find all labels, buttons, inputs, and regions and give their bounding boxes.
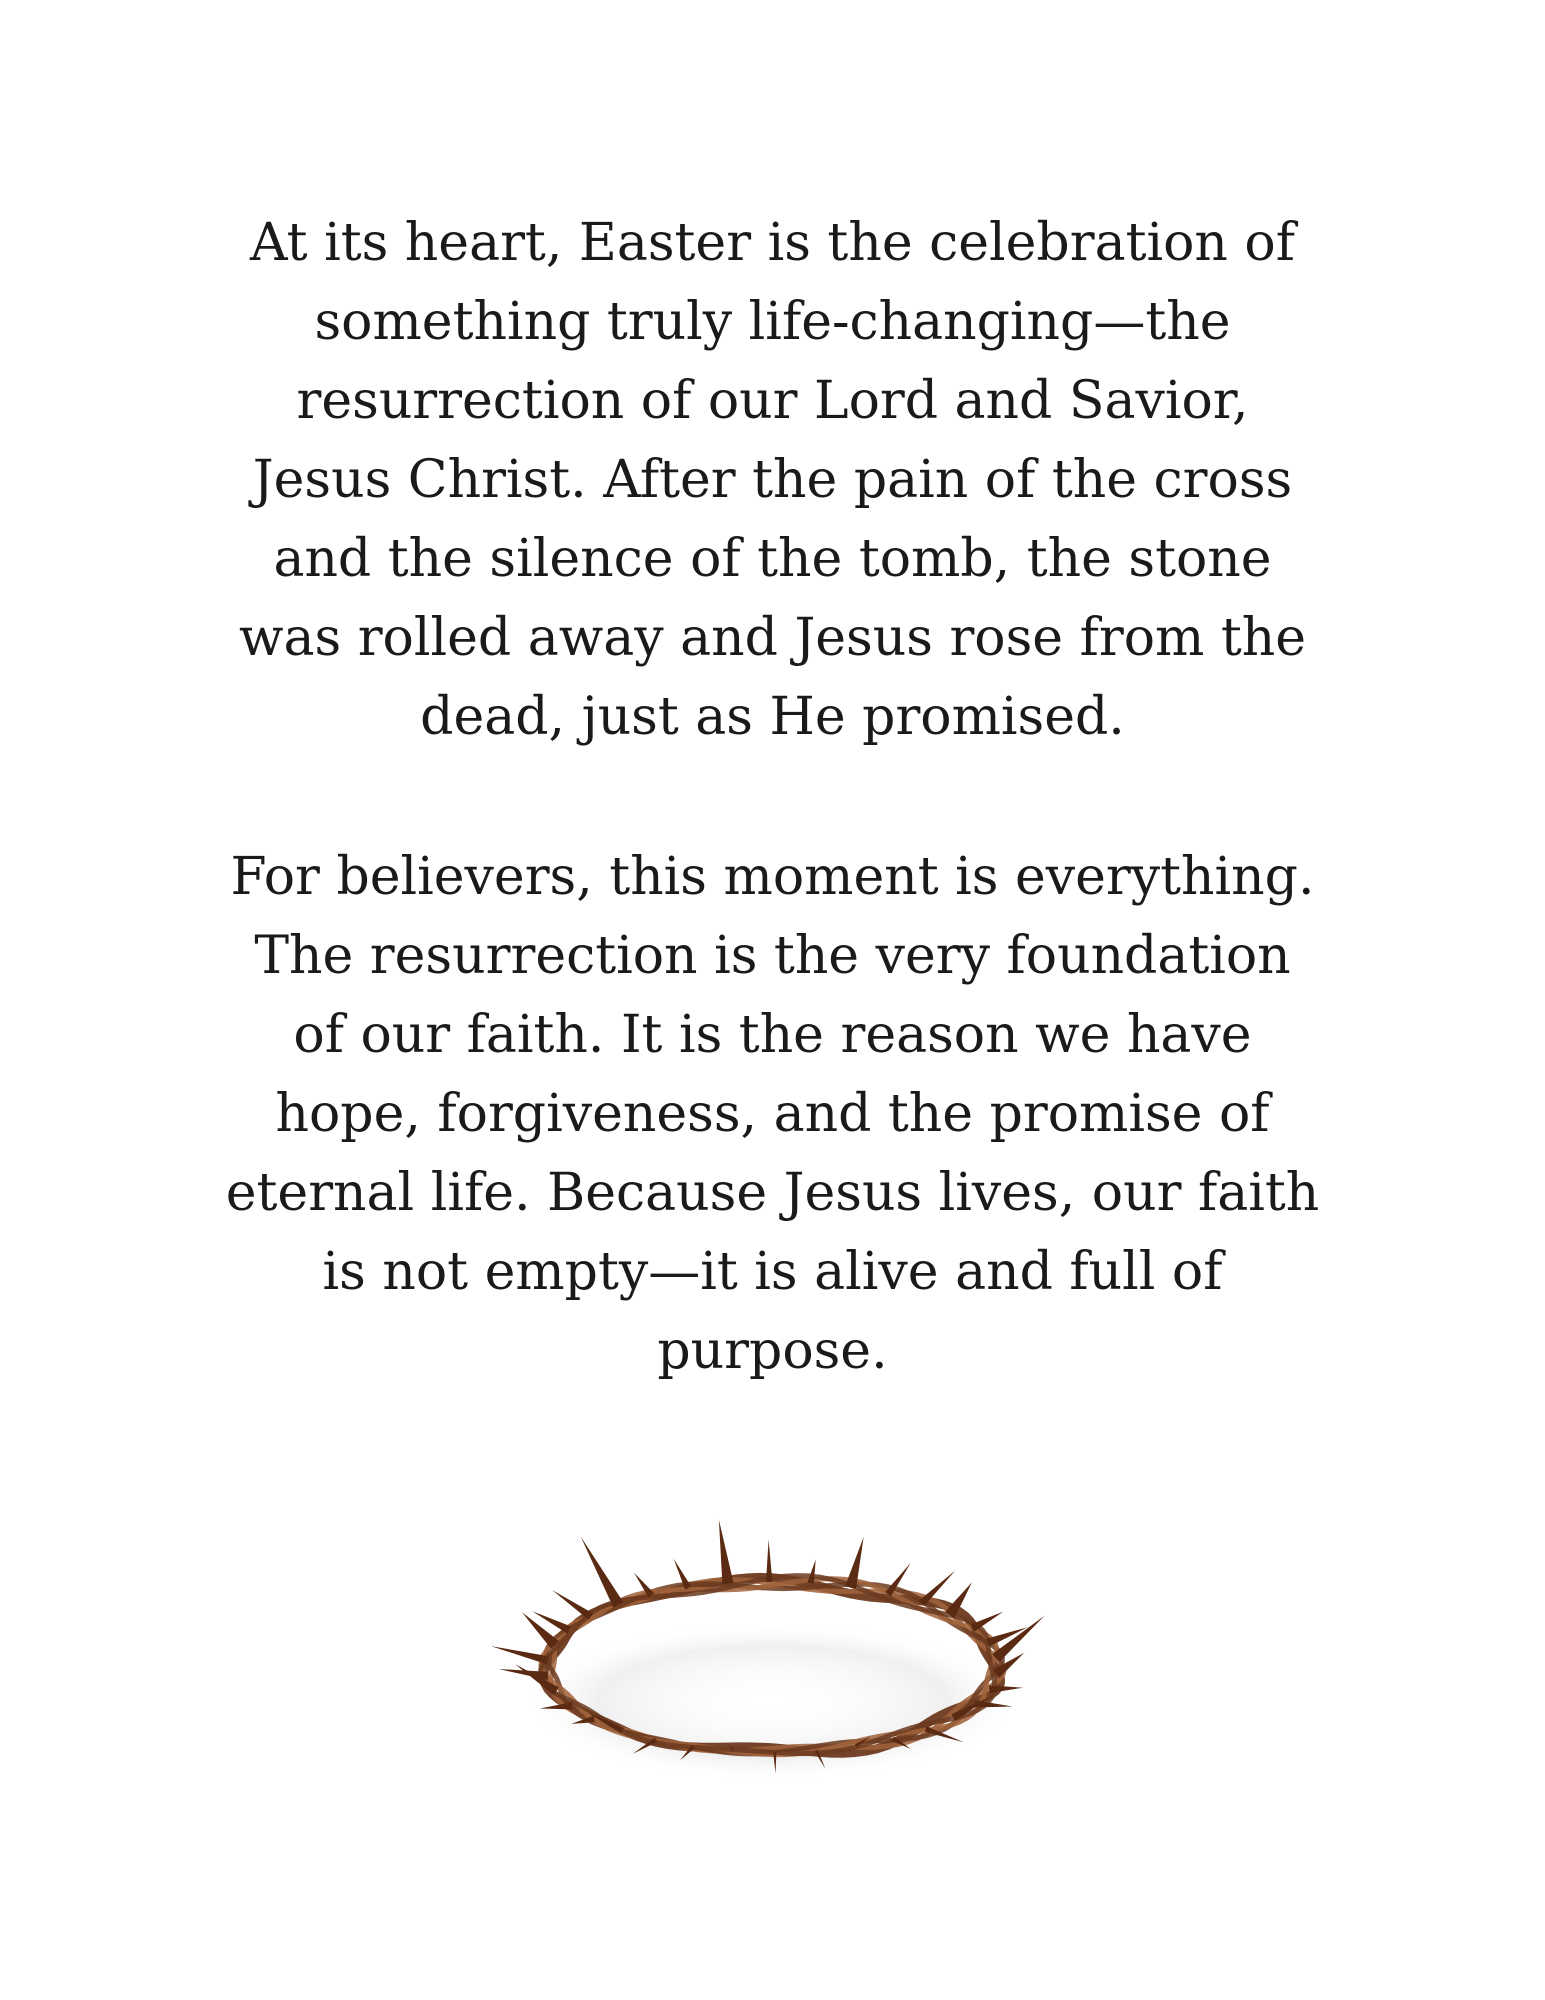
text-line: is not empty—it is alive and full of — [322, 1242, 1223, 1302]
thorn — [581, 1537, 624, 1608]
text-line: purpose. — [657, 1321, 888, 1381]
crown-shadow — [522, 1622, 1022, 1782]
paragraph-faith-foundation — [200, 838, 1345, 1391]
thorn — [552, 1590, 593, 1620]
text-line: of our faith. It is the reason we have — [293, 1005, 1252, 1065]
text-line: eternal life. Because Jesus lives, our faith — [225, 1163, 1320, 1223]
text-line: The resurrection is the very foundation — [254, 926, 1291, 986]
thorn — [522, 1612, 559, 1648]
text-line: hope, forgiveness, and the promise of — [275, 1084, 1270, 1144]
thorn — [719, 1520, 734, 1585]
text-line: At its heart, Easter is the celebration of — [250, 213, 1295, 273]
thorn — [491, 1646, 549, 1664]
crown-of-thorns-image — [460, 1472, 1085, 1827]
text-line: was rolled away and Jesus rose from the — [238, 608, 1307, 668]
text-line: and the silence of the tomb, the stone — [273, 529, 1272, 589]
text-line: For believers, this moment is everything. — [230, 847, 1315, 907]
text-line: something truly life-changing—the — [314, 292, 1231, 352]
text-line: dead, just as He promised. — [420, 687, 1125, 747]
crown-of-thorns-icon — [460, 1472, 1085, 1827]
thorn — [766, 1540, 772, 1583]
text-line: resurrection of our Lord and Savior, — [296, 371, 1249, 431]
text-line: Jesus Christ. After the pain of the cross — [252, 450, 1293, 510]
paragraph-easter-meaning — [200, 204, 1345, 757]
